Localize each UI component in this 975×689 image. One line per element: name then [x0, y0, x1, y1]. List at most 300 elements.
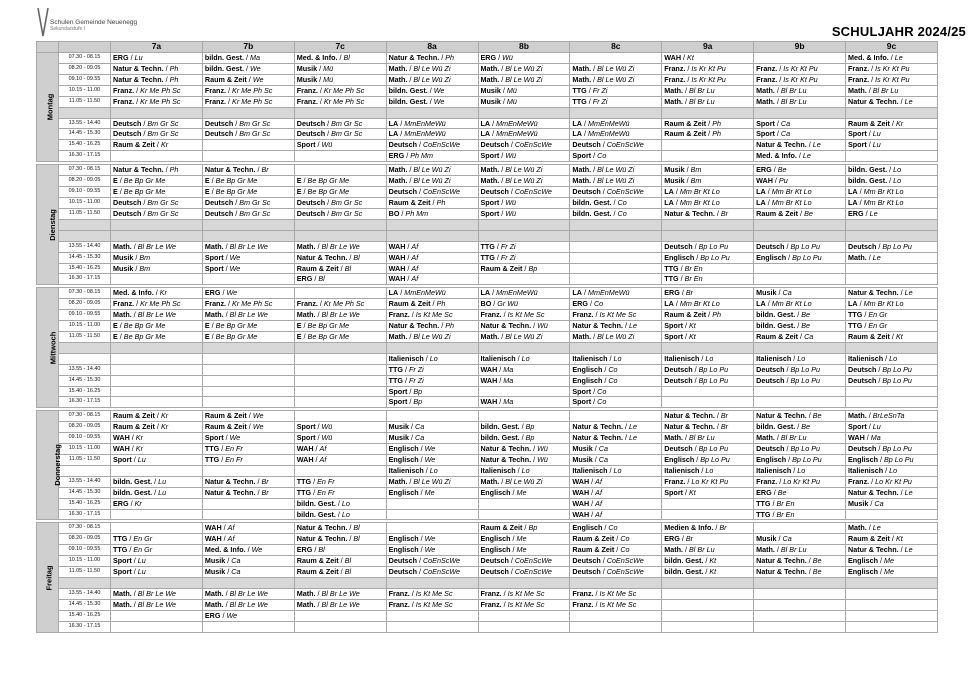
- teacher: Bm: [690, 165, 702, 175]
- teacher: Bl Le Wü Zi: [413, 331, 451, 341]
- subject: Deutsch: [848, 444, 877, 454]
- teacher: Fr Zi: [500, 252, 516, 262]
- subject: Math.: [664, 545, 684, 555]
- subject: Sport: [664, 487, 684, 497]
- subject: Englisch: [388, 545, 419, 555]
- lesson-row: [37, 386, 938, 397]
- subject: LA: [664, 299, 674, 309]
- slash-separator: /: [798, 331, 805, 341]
- subject: Englisch: [664, 252, 695, 262]
- subject: Deutsch: [388, 186, 417, 196]
- teacher: Bl Le Wü Zi: [597, 74, 635, 84]
- lesson-cell: [294, 274, 386, 285]
- slash-separator: /: [131, 567, 138, 577]
- teacher: Br: [261, 476, 269, 486]
- lesson-cell: [386, 411, 478, 422]
- slash-separator: /: [131, 310, 138, 320]
- lesson-cell: [386, 219, 478, 230]
- lesson-cell: [202, 599, 294, 610]
- lesson-row: [37, 263, 938, 274]
- time-slot: 13.55 - 14.40: [59, 364, 111, 375]
- lesson-cell: [111, 375, 203, 386]
- subject: BO: [388, 208, 400, 218]
- teacher: Be: [777, 487, 787, 497]
- subject: Musik: [204, 556, 226, 566]
- subject: Englisch: [848, 455, 878, 464]
- teacher: Me: [516, 487, 527, 497]
- teacher: Be: [812, 567, 822, 577]
- subject: Franz.: [480, 588, 502, 598]
- slash-separator: /: [490, 288, 497, 298]
- slash-separator: /: [338, 263, 345, 273]
- slash-separator: /: [223, 241, 230, 251]
- teacher: Kr Me Ph Sc: [140, 96, 181, 106]
- teacher: Co: [617, 197, 627, 207]
- lesson-cell: [111, 509, 203, 520]
- teacher: CoEnScWe: [514, 567, 552, 577]
- lesson-cell: [111, 241, 203, 252]
- subject: LA: [848, 186, 858, 196]
- slash-separator: /: [771, 487, 778, 497]
- lesson-cell: [386, 107, 478, 118]
- lesson-cell: [386, 208, 478, 219]
- teacher: Bm Gr Sc: [331, 208, 363, 218]
- teacher: Bl Br Lu: [780, 433, 807, 443]
- subject: E: [204, 321, 210, 331]
- slash-separator: /: [325, 208, 332, 218]
- lesson-cell: [202, 621, 294, 632]
- subject: Deutsch: [756, 364, 785, 374]
- subject: Math.: [113, 310, 132, 320]
- lesson-cell: [846, 621, 938, 632]
- lesson-row: [37, 288, 938, 299]
- lesson-cell: [662, 129, 754, 140]
- lesson-cell: [478, 140, 570, 151]
- lesson-cell: [111, 476, 203, 487]
- subject: bildn. Gest.: [756, 321, 796, 331]
- slash-separator: /: [405, 252, 412, 262]
- lesson-cell: [478, 252, 570, 263]
- slash-separator: /: [338, 556, 345, 566]
- teacher: Kr: [159, 288, 167, 298]
- lesson-cell: [846, 63, 938, 74]
- slash-separator: /: [223, 252, 230, 262]
- slash-separator: /: [614, 534, 621, 544]
- time-slot: 09.10 - 09.55: [59, 545, 111, 556]
- subject: WAH: [848, 433, 865, 443]
- lesson-cell: [202, 107, 294, 118]
- teacher: Bl Le Wü Zi: [505, 176, 543, 186]
- subject: LA: [480, 288, 491, 298]
- subject: TTG: [848, 321, 863, 331]
- lesson-row: [37, 53, 938, 64]
- slash-separator: /: [863, 208, 870, 218]
- slash-separator: /: [765, 186, 772, 196]
- lesson-cell: [846, 151, 938, 162]
- teacher: Mm Br Kt Lo: [771, 299, 812, 309]
- subject: WAH: [480, 364, 498, 374]
- slash-separator: /: [313, 455, 320, 464]
- slash-separator: /: [209, 186, 216, 196]
- subject: ERG: [756, 165, 772, 175]
- lesson-cell: [478, 176, 570, 187]
- lesson-cell: [294, 422, 386, 433]
- subject: Musik: [113, 263, 134, 273]
- lesson-cell: [202, 476, 294, 487]
- subject: TTG: [388, 375, 403, 385]
- time-slot: 08.20 - 09.05: [59, 176, 111, 187]
- slash-separator: /: [129, 433, 136, 443]
- lesson-cell: [386, 129, 478, 140]
- subject: WAH: [572, 498, 590, 508]
- lesson-cell: [478, 299, 570, 310]
- lesson-cell: [846, 165, 938, 176]
- slash-separator: /: [430, 299, 437, 309]
- lesson-cell: [478, 353, 570, 364]
- slash-separator: /: [784, 364, 791, 374]
- subject: Englisch: [848, 556, 878, 566]
- slash-separator: /: [141, 197, 148, 207]
- slash-separator: /: [869, 63, 876, 73]
- day-label-cell: [37, 165, 59, 285]
- lesson-cell: [202, 176, 294, 187]
- subject: Math.: [204, 588, 224, 598]
- slash-separator: /: [531, 455, 538, 464]
- slash-separator: /: [898, 545, 905, 555]
- lesson-cell: [111, 534, 203, 545]
- teacher: Le: [904, 545, 913, 555]
- teacher: Bp Lo Pu: [882, 241, 912, 251]
- subject: Math.: [480, 74, 500, 84]
- teacher: Co: [608, 375, 618, 385]
- lesson-cell: [754, 53, 846, 64]
- teacher: Af: [595, 498, 602, 508]
- lesson-cell: [478, 263, 570, 274]
- slash-separator: /: [407, 165, 414, 175]
- subject: Musik: [113, 252, 134, 262]
- lesson-cell: [111, 197, 203, 208]
- lesson-cell: [478, 577, 570, 588]
- subject: bildn. Gest.: [113, 487, 153, 497]
- teacher: Bl Br Le We: [321, 599, 360, 609]
- break-row: [37, 107, 938, 118]
- slash-separator: /: [673, 299, 680, 309]
- subject: Raum & Zeit: [388, 197, 431, 207]
- subject: Raum & Zeit: [113, 422, 155, 432]
- lesson-row: [37, 476, 938, 487]
- subject: Sport: [572, 397, 592, 407]
- teacher: We: [433, 85, 445, 95]
- lesson-cell: [570, 364, 662, 375]
- lesson-cell: [386, 274, 478, 285]
- teacher: Co: [617, 208, 627, 218]
- lesson-cell: [754, 498, 846, 509]
- time-slot: 10.15 - 11.00: [59, 556, 111, 567]
- school-name: Schulen Gemeinde Neuenegg: [50, 19, 138, 26]
- lesson-cell: [662, 509, 754, 520]
- lesson-cell: [202, 545, 294, 556]
- slash-separator: /: [398, 118, 405, 128]
- subject: WAH: [388, 263, 406, 273]
- teacher: Be Bp Gr Me: [123, 331, 166, 341]
- lesson-cell: [754, 331, 846, 342]
- subject: bildn. Gest.: [756, 310, 796, 320]
- slash-separator: /: [255, 487, 262, 497]
- slash-separator: /: [233, 197, 240, 207]
- slash-separator: /: [317, 85, 324, 95]
- teacher: Bl Le Wü Zi: [505, 63, 543, 73]
- teacher: Is Kr Kt Pu: [875, 63, 910, 73]
- slash-separator: /: [117, 186, 124, 196]
- teacher: Bp Lo Pu: [790, 241, 821, 251]
- lesson-cell: [111, 556, 203, 567]
- lesson-cell: [202, 140, 294, 151]
- slash-separator: /: [500, 96, 507, 106]
- slash-separator: /: [868, 498, 875, 508]
- lesson-cell: [662, 176, 754, 187]
- lesson-cell: [111, 422, 203, 433]
- subject: Natur & Techn.: [480, 444, 532, 454]
- teacher: CoEnScWe: [606, 567, 644, 577]
- subject: WAH: [756, 176, 773, 186]
- teacher: We: [229, 433, 241, 443]
- lesson-cell: [294, 219, 386, 230]
- slash-separator: /: [510, 545, 517, 555]
- lesson-cell: [478, 186, 570, 197]
- slash-separator: /: [683, 85, 690, 95]
- teacher: Ca: [780, 129, 791, 139]
- slash-separator: /: [141, 208, 148, 218]
- lesson-cell: [386, 523, 478, 534]
- slash-separator: /: [423, 353, 430, 363]
- teacher: Bp Lo Pu: [792, 252, 822, 262]
- subject: bildn. Gest.: [480, 422, 520, 432]
- slash-separator: /: [857, 299, 864, 309]
- lesson-cell: [202, 230, 294, 241]
- subject: Deutsch: [113, 208, 142, 218]
- subject: Math.: [572, 74, 592, 84]
- lesson-cell: [846, 455, 938, 466]
- teacher: Bm: [139, 252, 151, 262]
- slash-separator: /: [795, 422, 802, 432]
- teacher: En Gr: [133, 534, 153, 544]
- teacher: Bl: [318, 545, 325, 555]
- slash-separator: /: [806, 140, 813, 150]
- teacher: Wü: [321, 422, 333, 432]
- day-label-cell: [37, 288, 59, 408]
- teacher: Ma: [503, 397, 514, 407]
- class-header-row: [37, 42, 938, 53]
- subject: Franz.: [572, 599, 594, 609]
- lesson-cell: [662, 274, 754, 285]
- lesson-cell: [386, 165, 478, 176]
- subject: WAH: [113, 444, 130, 454]
- time-slot: [59, 353, 111, 364]
- subject: Math.: [388, 331, 408, 341]
- lesson-cell: [294, 397, 386, 408]
- teacher: Bl: [353, 523, 360, 533]
- teacher: Lo: [429, 465, 438, 475]
- slash-separator: /: [777, 74, 784, 84]
- lesson-cell: [294, 476, 386, 487]
- lesson-cell: [754, 129, 846, 140]
- lesson-cell: [294, 433, 386, 444]
- teacher: Kr: [160, 422, 169, 432]
- teacher: Le: [894, 53, 903, 62]
- teacher: Bm Gr Sc: [331, 197, 363, 207]
- time-slot: 11.05 - 11.50: [59, 567, 111, 578]
- subject: Franz.: [848, 476, 870, 486]
- teacher: CoEnScWe: [422, 556, 461, 566]
- subject: ERG: [296, 274, 313, 284]
- slash-separator: /: [774, 118, 781, 128]
- subject: bildn. Gest.: [113, 476, 153, 486]
- slash-separator: /: [795, 310, 802, 320]
- teacher: En Gr: [868, 310, 888, 320]
- lesson-cell: [754, 534, 846, 545]
- lesson-cell: [662, 523, 754, 534]
- lesson-cell: [111, 165, 203, 176]
- lesson-row: [37, 241, 938, 252]
- subject: LA: [848, 299, 858, 309]
- teacher: Bl Le Wü Zi: [505, 165, 543, 175]
- teacher: We: [226, 288, 238, 298]
- lesson-cell: [754, 274, 846, 285]
- teacher: Kt: [709, 556, 717, 566]
- lesson-cell: [846, 433, 938, 444]
- teacher: Bm Gr Sc: [147, 118, 179, 128]
- subject: Math.: [664, 96, 684, 106]
- lesson-cell: [570, 498, 662, 509]
- time-slot: 11.05 - 11.50: [59, 331, 111, 342]
- page-title: SCHULJAHR 2024/25: [831, 24, 966, 39]
- teacher: Is Kt Me Sc: [415, 599, 453, 609]
- teacher: Lu: [137, 567, 146, 577]
- teacher: Mü: [506, 85, 517, 95]
- teacher: Bp Lo Pu: [882, 375, 912, 385]
- subject: LA: [664, 197, 674, 207]
- slash-separator: /: [154, 422, 161, 432]
- lesson-cell: [202, 129, 294, 140]
- slash-separator: /: [427, 96, 434, 106]
- time-slot: 14.45 - 15.30: [59, 129, 111, 140]
- lesson-cell: [111, 53, 203, 64]
- slash-separator: /: [600, 567, 607, 577]
- lesson-cell: [754, 444, 846, 455]
- slash-separator: /: [683, 433, 690, 443]
- teacher: MmEnMeWü: [404, 129, 446, 139]
- lesson-cell: [754, 397, 846, 408]
- subject: Math.: [296, 599, 316, 609]
- teacher: Ca: [415, 422, 425, 432]
- teacher: Af: [595, 487, 602, 497]
- lesson-cell: [202, 288, 294, 299]
- teacher: Bm Gr Sc: [147, 197, 179, 207]
- subject: Franz.: [296, 85, 318, 95]
- subject: TTG: [848, 310, 863, 320]
- subject: Franz.: [204, 96, 227, 106]
- subject: Raum & Zeit: [113, 411, 155, 421]
- lesson-cell: [478, 509, 570, 520]
- subject: Englisch: [572, 364, 603, 374]
- subject: bildn. Gest.: [388, 85, 428, 95]
- teacher: Lo: [341, 498, 350, 508]
- teacher: Bp Lo Pu: [700, 252, 730, 262]
- teacher: Bl Br Lu: [689, 85, 715, 95]
- lesson-cell: [294, 96, 386, 107]
- teacher: Be Bp Gr Me: [215, 331, 258, 341]
- slash-separator: /: [683, 331, 690, 341]
- slash-separator: /: [694, 252, 701, 262]
- lesson-cell: [846, 487, 938, 498]
- subject: Musik: [572, 444, 593, 454]
- lesson-cell: [202, 186, 294, 197]
- slash-separator: /: [774, 96, 781, 106]
- subject: ERG: [664, 534, 680, 544]
- lesson-cell: [478, 610, 570, 621]
- slash-separator: /: [522, 263, 529, 273]
- lesson-cell: [846, 197, 938, 208]
- lesson-cell: [202, 274, 294, 285]
- slash-separator: /: [301, 321, 308, 331]
- lesson-cell: [662, 140, 754, 151]
- teacher: Bl Br Le We: [137, 310, 176, 320]
- teacher: Be Bp Gr Me: [307, 186, 350, 196]
- subject: Italienisch: [848, 353, 884, 363]
- lesson-cell: [111, 588, 203, 599]
- lesson-cell: [662, 375, 754, 386]
- teacher: Lo: [797, 465, 806, 475]
- lesson-cell: [111, 321, 203, 332]
- lesson-cell: [294, 364, 386, 375]
- slash-separator: /: [317, 299, 324, 309]
- slash-separator: /: [591, 331, 598, 341]
- subject: Musik: [388, 433, 409, 443]
- subject: Italienisch: [756, 465, 792, 475]
- subject: Deutsch: [204, 208, 234, 218]
- lesson-cell: [111, 599, 203, 610]
- slash-separator: /: [591, 397, 598, 407]
- subject: Deutsch: [848, 364, 877, 374]
- lesson-row: [37, 444, 938, 455]
- slash-separator: /: [776, 534, 783, 544]
- lesson-cell: [386, 85, 478, 96]
- lesson-cell: [662, 331, 754, 342]
- teacher: Be Bp Gr Me: [123, 176, 166, 186]
- subject: WAH: [480, 375, 498, 385]
- slash-separator: /: [223, 263, 230, 273]
- subject: bildn. Gest.: [296, 498, 336, 508]
- slash-separator: /: [622, 433, 629, 443]
- lesson-row: [37, 411, 938, 422]
- slash-separator: /: [622, 321, 629, 331]
- teacher: Bm Gr Sc: [147, 129, 179, 139]
- slash-separator: /: [685, 63, 692, 73]
- teacher: Bm Gr Sc: [147, 208, 179, 218]
- slash-separator: /: [439, 53, 446, 62]
- lesson-cell: [754, 556, 846, 567]
- subject: Math.: [848, 523, 867, 533]
- slash-separator: /: [683, 321, 690, 331]
- subject: Math.: [113, 588, 132, 598]
- slash-separator: /: [581, 118, 588, 128]
- lesson-cell: [478, 288, 570, 299]
- lesson-cell: [754, 74, 846, 85]
- subject: Franz.: [204, 85, 227, 95]
- lesson-cell: [386, 621, 478, 632]
- slash-separator: /: [226, 85, 233, 95]
- subject: Musik: [756, 288, 777, 298]
